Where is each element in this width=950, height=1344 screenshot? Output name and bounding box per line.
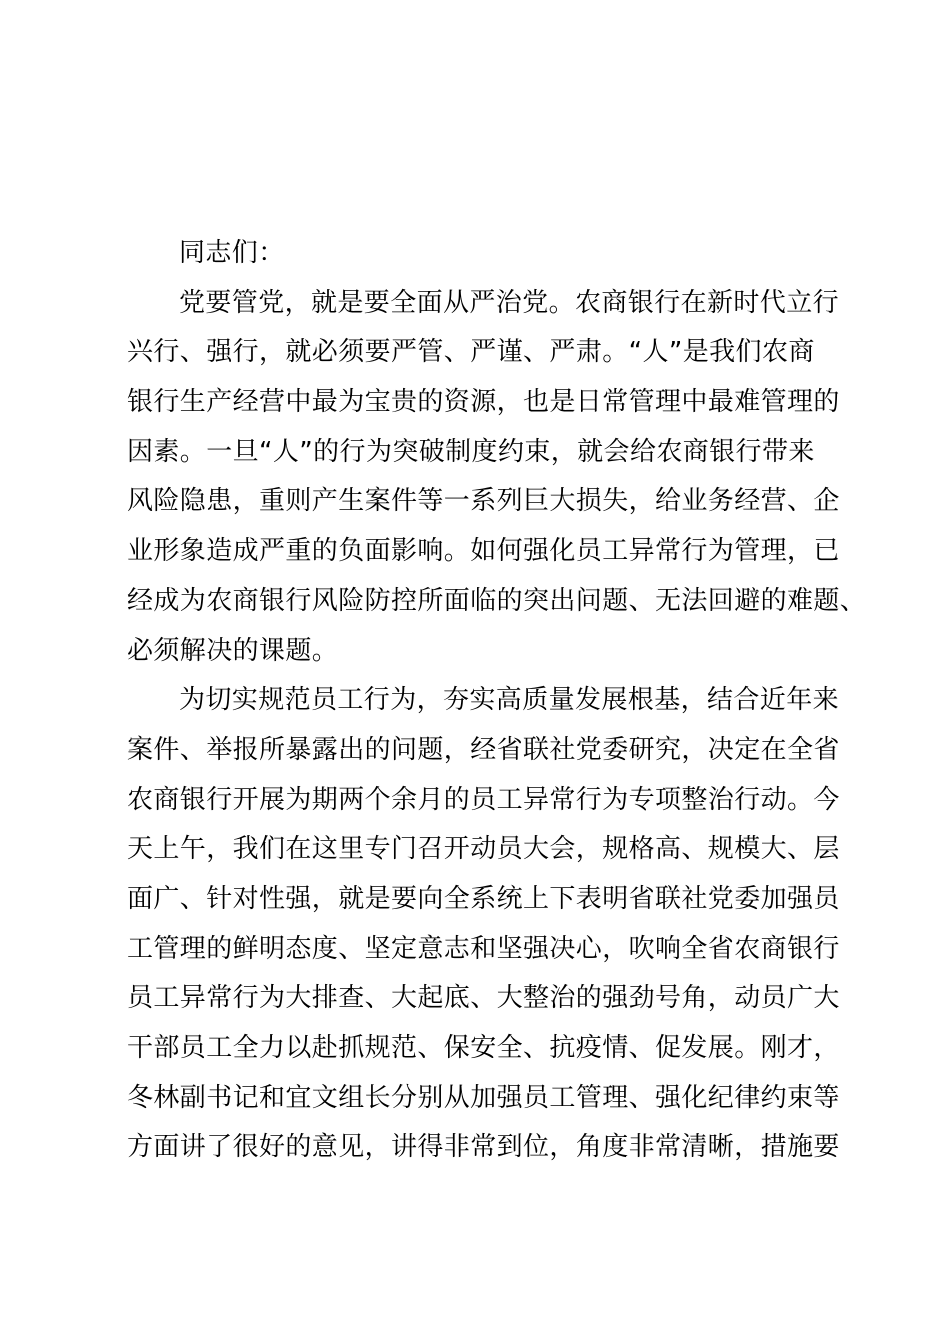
speech-body [127, 229, 867, 1173]
paragraph-1-line-1: 党要管党，就是要全面从严治党。农商银行在新时代立行 [179, 287, 840, 318]
paragraph-1-line-8: 必须解决的课题。 [127, 635, 339, 666]
paragraph-1-line-4: 因素。一旦“人”的行为突破制度约束，就会给农商银行带来 [127, 436, 815, 467]
paragraph-2-line-2: 案件、举报所暴露出的问题，经省联社党委研究，决定在全省 [127, 734, 840, 765]
paragraph-2-line-3: 农商银行开展为期两个余月的员工异常行为专项整治行动。今 [127, 784, 840, 815]
paragraph-1-line-2: 兴行、强行，就必须要严管、严谨、严肃。“人”是我们农商 [127, 337, 815, 368]
paragraph-1-line-6: 业形象造成严重的负面影响。如何强化员工异常行为管理，已 [127, 536, 840, 567]
paragraph-2-line-8: 干部员工全力以赴抓规范、保安全、抗疫情、促发展。刚才， [127, 1033, 840, 1063]
paragraph-2-line-5: 面广、针对性强，就是要向全系统上下表明省联社党委加强员 [127, 883, 840, 914]
paragraph-2-line-4: 天上午，我们在这里专门召开动员大会，规格高、规模大、层 [127, 834, 840, 865]
paragraph-1-line-3: 银行生产经营中最为宝贵的资源，也是日常管理中最难管理的 [127, 387, 840, 418]
paragraph-2-line-7: 员工异常行为大排查、大起底、大整治的强劲号角，动员广大 [127, 983, 840, 1014]
paragraph-2-line-10: 方面讲了很好的意见，讲得非常到位，角度非常清晰，措施要 [127, 1132, 840, 1163]
salutation: 同志们： [179, 238, 285, 268]
paragraph-1-line-5: 风险隐患，重则产生案件等一系列巨大损失，给业务经营、企 [127, 486, 840, 517]
paragraph-2-line-1: 为切实规范员工行为，夯实高质量发展根基，结合近年来 [179, 685, 840, 716]
paragraph-2-line-6: 工管理的鲜明态度、坚定意志和坚强决心，吹响全省农商银行 [127, 933, 840, 964]
paragraph-1-line-7: 经成为农商银行风险防控所面临的突出问题、无法回避的难题、 [127, 585, 867, 616]
paragraph-2-line-9: 冬林副书记和宜文组长分别从加强员工管理、强化纪律约束等 [127, 1082, 840, 1113]
